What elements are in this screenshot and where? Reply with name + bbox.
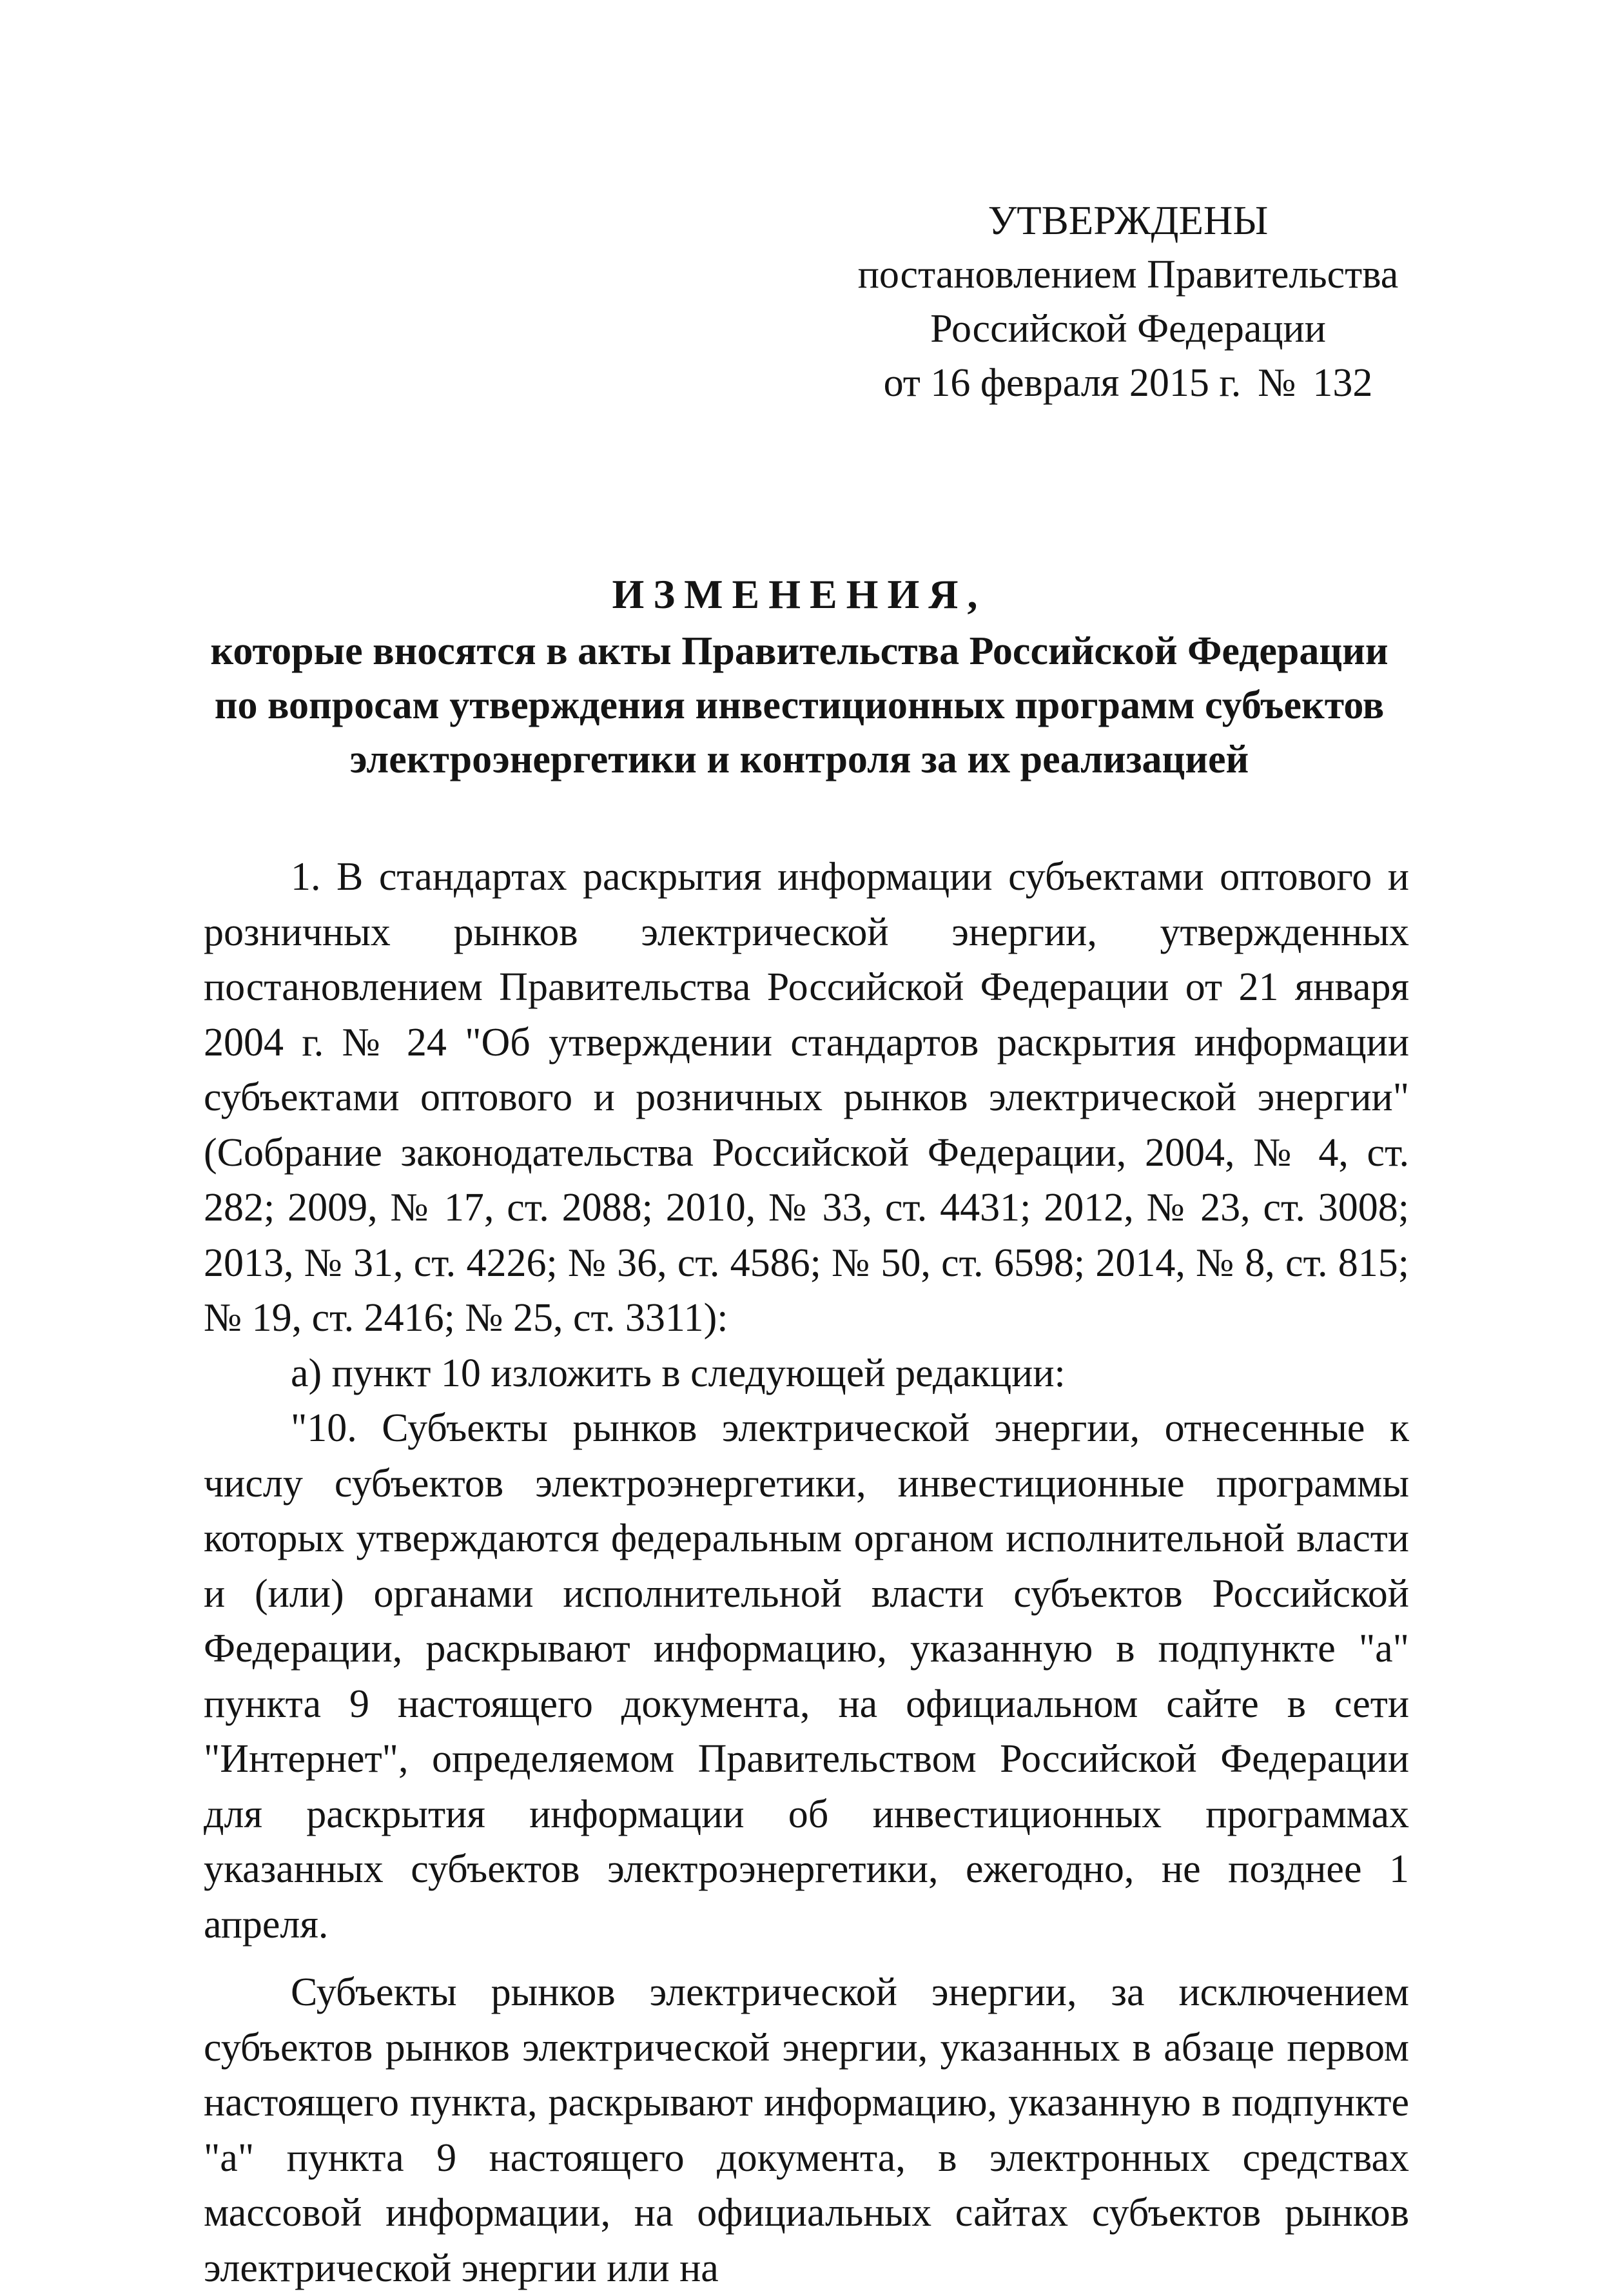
title-block: [193, 567, 1405, 787]
document-body: [204, 850, 1409, 2296]
approval-number: 132: [1312, 361, 1373, 405]
document-title: ИЗМЕНЕНИЯ,: [612, 571, 987, 617]
subtitle-line: по вопросам утверждения инвестиционных программ субъектов: [214, 683, 1385, 727]
approval-date: от 16 февраля 2015 г.: [883, 361, 1242, 405]
paragraph-subitem-a: а) пункт 10 изложить в следующей редакции:: [291, 1351, 1066, 1395]
approval-stamp: УТВЕРЖДЕНЫ: [988, 198, 1269, 243]
subtitle-line: которые вносятся в акты Правительства Российской Федерации: [210, 629, 1389, 673]
approval-date-line: [857, 356, 1399, 410]
paragraph-point-10: "10. Субъекты рынков электрической энергии, отнесенные к числу субъектов электроэнергетики, инвестиционные программы которых утверждаются федеральным органом исполнительной власти и (или) органами исполнительной власти субъектов Российской Федерации, раскрывают информацию, указанную в подпункте "а" пункта 9 настоящего документа, на официальном сайте в сети "Интернет", определяемом Правительством Российской Федерации для раскрытия информации об инвестиционных программах указанных субъектов электроэнергетики, ежегодно, не позднее 1 апреля.: [204, 1406, 1409, 1947]
paragraph-item-1: 1. В стандартах раскрытия информации субъектами оптового и розничных рынков электрической энергии, утвержденных постановлением Правительства Российской Федерации от 21 января 2004 г. № 24 "Об утверждении стандартов раскрытия информации субъектами оптового и розничных рынков электрической энергии" (Собрание законодательства Российской Федерации, 2004, № 4, ст. 282; 2009, № 17, ст. 2088; 2010, № 33, ст. 4431; 2012, № 23, ст. 3008; 2013, № 31, ст. 4226; № 36, ст. 4586; № 50, ст. 6598; 2014, № 8, ст. 815; № 19, ст. 2416; № 25, ст. 3311):: [204, 855, 1409, 1340]
paragraph-second-subjects: Субъекты рынков электрической энергии, за исключением субъектов рынков электрической энергии, указанных в абзаце первом настоящего пункта, раскрывают информацию, указанную в подпункте "а" пункта 9 настоящего документа, в электронных средствах массовой информации, на официальных сайтах субъектов рынков электрической энергии или на: [204, 1970, 1409, 2290]
subtitle-line: электроэнергетики и контроля за их реализацией: [349, 738, 1249, 781]
approval-number-sign: №: [1258, 361, 1296, 405]
approval-line-1: постановлением Правительства: [857, 253, 1399, 297]
approval-line-2: Российской Федерации: [930, 307, 1326, 351]
approval-block: [857, 193, 1399, 410]
